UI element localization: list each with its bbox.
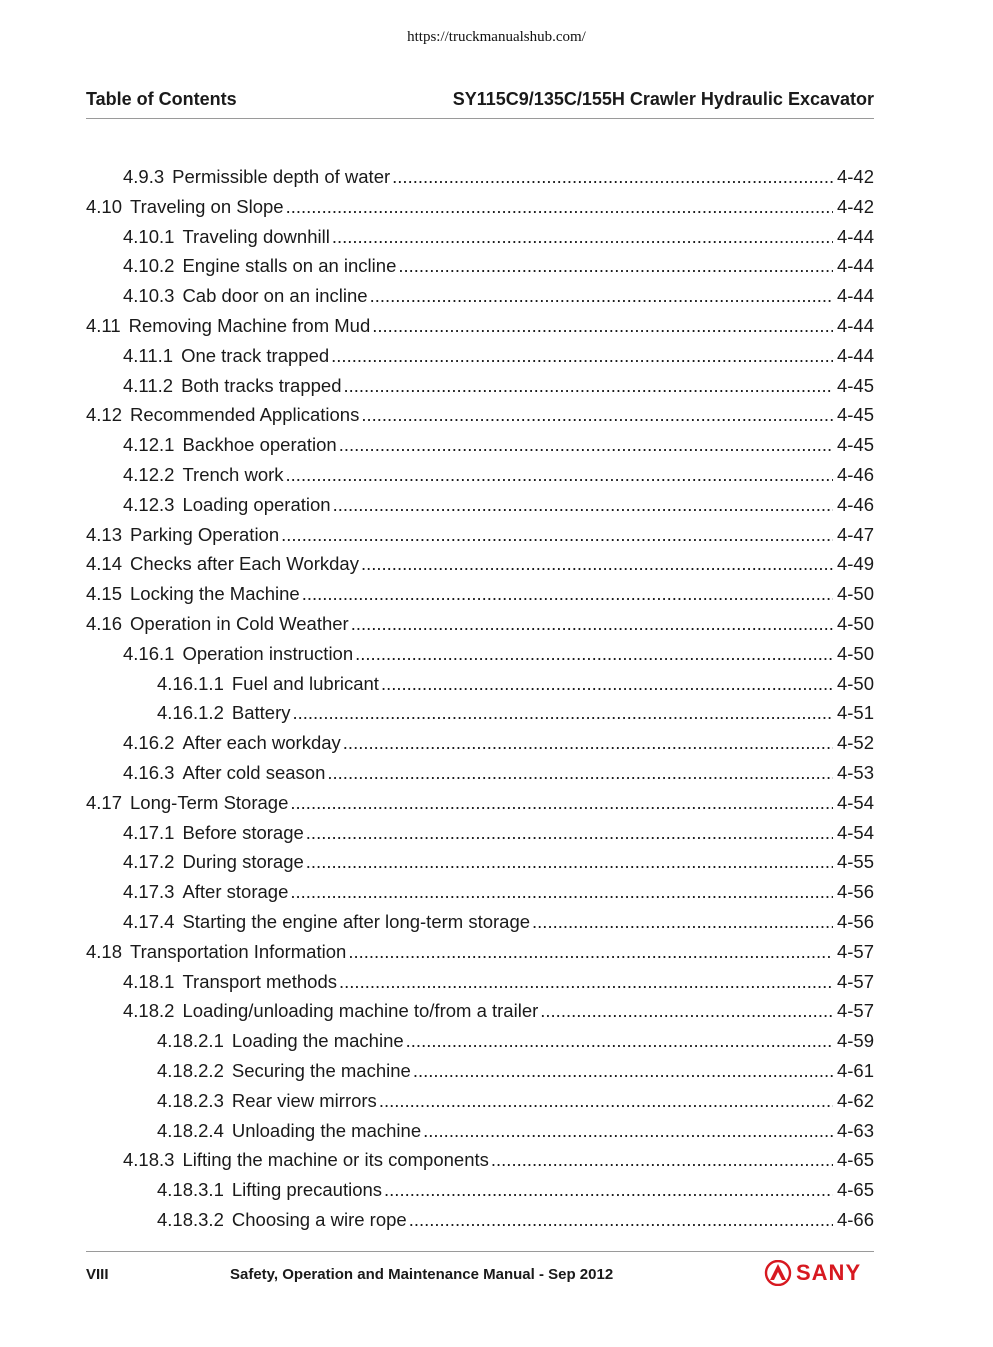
toc-entry-page: 4-50 <box>836 583 874 605</box>
toc-entry[interactable] <box>86 1205 874 1235</box>
dot-leader <box>491 1145 833 1175</box>
toc-entry-page: 4-51 <box>836 702 874 724</box>
dot-leader <box>384 1175 833 1205</box>
dot-leader <box>348 937 833 967</box>
toc-entry-page: 4-55 <box>836 851 874 873</box>
header-document-title: SY115C9/135C/155H Crawler Hydraulic Excavator <box>452 89 874 109</box>
dot-leader <box>532 907 833 937</box>
toc-entry-title: Lifting the machine or its components <box>182 1149 489 1171</box>
toc-entry[interactable] <box>86 728 874 758</box>
toc-entry-title: Securing the machine <box>231 1059 411 1081</box>
toc-entry-page: 4-54 <box>836 791 874 813</box>
toc-entry-title: Recommended Applications <box>130 404 360 426</box>
toc-entry-page: 4-42 <box>836 166 874 187</box>
toc-entry-page: 4-47 <box>836 523 874 545</box>
dot-leader <box>327 758 833 788</box>
toc-entry-number: 4.16.1.2 <box>157 702 224 724</box>
toc-entry-number: 4.15 <box>86 583 123 605</box>
toc-entry[interactable] <box>86 490 874 520</box>
toc-entry[interactable] <box>86 400 874 430</box>
toc-entry-number: 4.18.2 <box>123 1000 175 1022</box>
toc-entry-number: 4.18.2.1 <box>157 1030 224 1052</box>
header-divider <box>86 118 874 119</box>
toc-entry-title: Parking Operation <box>130 523 280 545</box>
toc-entry-page: 4-52 <box>836 732 874 754</box>
toc-entry-page: 4-61 <box>836 1059 874 1081</box>
toc-entry-title: After cold season <box>182 761 326 783</box>
toc-entry-number: 4.18.3 <box>123 1149 175 1171</box>
toc-entry-title: Engine stalls on an incline <box>182 255 397 277</box>
toc-entry[interactable] <box>86 251 874 281</box>
dot-leader <box>306 818 833 848</box>
toc-entry-title: Loading the machine <box>231 1030 404 1052</box>
dot-leader <box>361 549 833 579</box>
toc-entry-title: Traveling on Slope <box>130 195 284 217</box>
dot-leader <box>290 788 833 818</box>
toc-entry-page: 4-65 <box>836 1149 874 1171</box>
toc-entry-page: 4-59 <box>836 1030 874 1052</box>
toc-entry[interactable] <box>86 907 874 937</box>
toc-entry[interactable] <box>86 1086 874 1116</box>
toc-entry-title: Starting the engine after long-term storage <box>182 910 531 932</box>
sany-emblem-icon <box>764 1260 792 1286</box>
toc-entry[interactable] <box>86 1175 874 1205</box>
toc-entry-number: 4.17.3 <box>123 881 175 903</box>
toc-entry[interactable] <box>86 758 874 788</box>
toc-entry-title: Checks after Each Workday <box>130 553 359 575</box>
toc-entry[interactable] <box>86 311 874 341</box>
toc-entry[interactable] <box>86 1145 874 1175</box>
toc-entry-page: 4-56 <box>836 881 874 903</box>
toc-entry-number: 4.16.1 <box>123 642 175 664</box>
toc-entry[interactable] <box>86 430 874 460</box>
toc-entry-title: Fuel and lubricant <box>231 672 379 694</box>
footer-page-number: VIII <box>86 1266 109 1283</box>
toc-entry-title: Cab door on an incline <box>182 285 368 307</box>
toc-entry-title: Unloading the machine <box>231 1119 422 1141</box>
toc-entry-number: 4.16 <box>86 612 123 634</box>
toc-entry[interactable] <box>86 669 874 699</box>
toc-entry-title: After each workday <box>182 732 341 754</box>
toc-entry-title: Transportation Information <box>130 940 347 962</box>
dot-leader <box>379 1086 833 1116</box>
toc-entry-page: 4-66 <box>836 1208 874 1230</box>
toc-entry-number: 4.17.1 <box>123 821 175 843</box>
toc-entry[interactable] <box>86 371 874 401</box>
toc-entry-page: 4-50 <box>836 642 874 664</box>
source-url[interactable]: https://truckmanualshub.com/ <box>407 29 586 45</box>
dot-leader <box>333 490 833 520</box>
toc-entry-number: 4.18.3.1 <box>157 1179 224 1201</box>
toc-entry-title: Permissible depth of water <box>172 166 391 187</box>
toc-entry-number: 4.17 <box>86 791 123 813</box>
toc-entry-page: 4-45 <box>836 374 874 396</box>
toc-entry-number: 4.11.1 <box>123 344 174 366</box>
toc-entry-page: 4-57 <box>836 1000 874 1022</box>
toc-entry-number: 4.11 <box>86 314 121 336</box>
dot-leader <box>290 877 833 907</box>
toc-entry-number: 4.18.2.3 <box>157 1089 224 1111</box>
toc-entry[interactable] <box>86 281 874 311</box>
toc-entry[interactable] <box>86 639 874 669</box>
toc-entry-title: Trench work <box>182 463 284 485</box>
toc-entry[interactable] <box>86 877 874 907</box>
toc-entry-title: Backhoe operation <box>182 434 337 456</box>
dot-leader <box>286 460 833 490</box>
header-section-title: Table of Contents <box>86 89 237 109</box>
table-of-contents <box>86 162 874 1235</box>
dot-leader <box>381 669 833 699</box>
toc-entry-page: 4-44 <box>836 255 874 277</box>
toc-entry-page: 4-42 <box>836 195 874 217</box>
dot-leader <box>361 400 833 430</box>
dot-leader <box>370 281 833 311</box>
toc-entry-page: 4-44 <box>836 225 874 247</box>
logo-wordmark: SANY <box>796 1260 862 1285</box>
dot-leader <box>406 1026 833 1056</box>
dot-leader <box>540 996 833 1026</box>
dot-leader <box>355 639 833 669</box>
toc-entry-number: 4.11.2 <box>123 374 174 396</box>
toc-entry-page: 4-57 <box>836 940 874 962</box>
toc-entry-page: 4-50 <box>836 612 874 634</box>
dot-leader <box>302 579 833 609</box>
toc-entry-number: 4.18.1 <box>123 970 175 992</box>
toc-entry[interactable] <box>86 162 874 192</box>
toc-entry-title: Removing Machine from Mud <box>128 314 371 336</box>
toc-entry-title: Loading operation <box>182 493 331 515</box>
dot-leader <box>331 341 833 371</box>
toc-entry-page: 4-65 <box>836 1179 874 1201</box>
dot-leader <box>343 728 833 758</box>
toc-entry-number: 4.17.4 <box>123 910 175 932</box>
toc-entry-page: 4-57 <box>836 970 874 992</box>
toc-entry-number: 4.17.2 <box>123 851 175 873</box>
toc-entry[interactable] <box>86 847 874 877</box>
dot-leader <box>372 311 833 341</box>
dot-leader <box>292 698 832 728</box>
toc-entry-page: 4-46 <box>836 493 874 515</box>
toc-entry-number: 4.16.2 <box>123 732 175 754</box>
toc-entry-number: 4.10.1 <box>123 225 175 247</box>
dot-leader <box>409 1205 833 1235</box>
toc-entry-title: Transport methods <box>182 970 338 992</box>
toc-entry-title: Locking the Machine <box>130 583 300 605</box>
dot-leader <box>413 1056 833 1086</box>
toc-entry-page: 4-45 <box>836 404 874 426</box>
toc-entry[interactable] <box>86 698 874 728</box>
dot-leader <box>339 967 833 997</box>
toc-entry-title: During storage <box>182 851 304 873</box>
toc-entry[interactable] <box>86 192 874 222</box>
toc-entry-number: 4.18.2.2 <box>157 1059 224 1081</box>
toc-entry-number: 4.18 <box>86 940 123 962</box>
dot-leader <box>286 192 833 222</box>
toc-entry-number: 4.16.3 <box>123 761 175 783</box>
dot-leader <box>306 847 833 877</box>
toc-entry-page: 4-56 <box>836 910 874 932</box>
dot-leader <box>339 430 833 460</box>
toc-entry-title: Both tracks trapped <box>181 374 342 396</box>
toc-entry-number: 4.12.2 <box>123 463 175 485</box>
toc-entry[interactable] <box>86 579 874 609</box>
dot-leader <box>392 162 833 192</box>
toc-entry[interactable] <box>86 460 874 490</box>
sany-logo <box>764 1260 861 1286</box>
toc-entry[interactable] <box>86 1056 874 1086</box>
toc-entry-title: Before storage <box>182 821 304 843</box>
toc-entry-title: Rear view mirrors <box>231 1089 377 1111</box>
toc-entry[interactable] <box>86 818 874 848</box>
dot-leader <box>423 1116 833 1146</box>
dot-leader <box>332 222 833 252</box>
toc-entry-number: 4.10 <box>86 195 123 217</box>
dot-leader <box>281 520 833 550</box>
toc-entry[interactable] <box>86 967 874 997</box>
toc-entry[interactable] <box>86 1026 874 1056</box>
toc-entry-title: Loading/unloading machine to/from a trailer <box>182 1000 539 1022</box>
toc-entry-page: 4-44 <box>836 344 874 366</box>
toc-entry-number: 4.16.1.1 <box>157 672 224 694</box>
toc-entry-title: After storage <box>182 881 289 903</box>
toc-entry[interactable] <box>86 341 874 371</box>
toc-entry[interactable] <box>86 1116 874 1146</box>
toc-entry-page: 4-50 <box>836 672 874 694</box>
toc-entry[interactable] <box>86 937 874 967</box>
toc-entry[interactable] <box>86 609 874 639</box>
toc-entry-page: 4-62 <box>836 1089 874 1111</box>
toc-entry-page: 4-44 <box>836 314 874 336</box>
toc-entry[interactable] <box>86 222 874 252</box>
toc-entry[interactable] <box>86 996 874 1026</box>
toc-entry-page: 4-53 <box>836 761 874 783</box>
toc-entry-number: 4.10.2 <box>123 255 175 277</box>
dot-leader <box>351 609 833 639</box>
toc-entry-number: 4.18.2.4 <box>157 1119 224 1141</box>
toc-entry[interactable] <box>86 788 874 818</box>
toc-entry-page: 4-46 <box>836 463 874 485</box>
toc-entry-number: 4.12 <box>86 404 123 426</box>
toc-entry-page: 4-54 <box>836 821 874 843</box>
toc-entry[interactable] <box>86 520 874 550</box>
toc-entry-number: 4.13 <box>86 523 123 545</box>
toc-entry-page: 4-63 <box>836 1119 874 1141</box>
toc-entry-number: 4.18.3.2 <box>157 1208 224 1230</box>
toc-entry-number: 4.12.3 <box>123 493 175 515</box>
toc-entry-number: 4.9.3 <box>123 166 165 187</box>
toc-entry-title: Traveling downhill <box>182 225 330 247</box>
footer-divider <box>86 1251 874 1252</box>
toc-entry-title: Battery <box>231 702 291 724</box>
toc-entry-page: 4-45 <box>836 434 874 456</box>
toc-entry-page: 4-49 <box>836 553 874 575</box>
toc-entry-title: Operation instruction <box>182 642 354 664</box>
dot-leader <box>398 251 833 281</box>
dot-leader <box>343 371 832 401</box>
toc-entry-title: Operation in Cold Weather <box>130 612 349 634</box>
toc-entry-number: 4.12.1 <box>123 434 175 456</box>
toc-entry[interactable] <box>86 549 874 579</box>
toc-entry-page: 4-44 <box>836 285 874 307</box>
footer-manual-title: Safety, Operation and Maintenance Manual - Sep 2012 <box>230 1266 614 1283</box>
toc-entry-number: 4.14 <box>86 553 123 575</box>
toc-entry-number: 4.10.3 <box>123 285 175 307</box>
toc-entry-title: Lifting precautions <box>231 1179 383 1201</box>
toc-entry-title: One track trapped <box>181 344 330 366</box>
toc-entry-title: Choosing a wire rope <box>231 1208 407 1230</box>
toc-entry-title: Long-Term Storage <box>130 791 289 813</box>
